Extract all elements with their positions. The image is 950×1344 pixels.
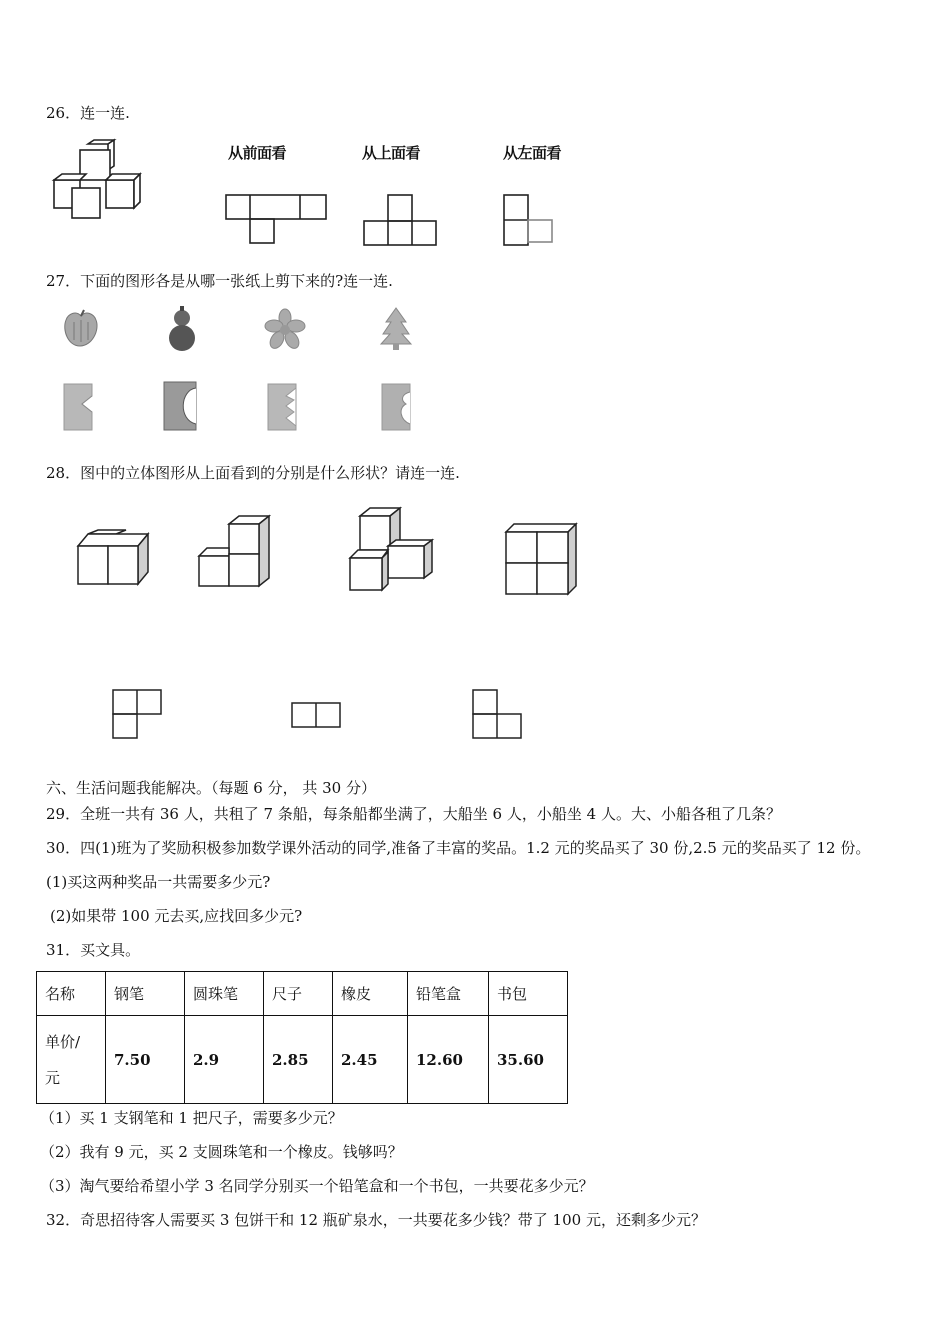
paper-cutout-1-icon	[62, 382, 96, 432]
q29-text: 29．全班一共有 36 人，共租了 7 条船，每条船都坐满了，大船坐 6 人，小船坐 4 人。大、小船各租了几条？	[46, 805, 781, 823]
q28-solid-2	[197, 514, 271, 588]
q26-title: 26．连一连.	[46, 104, 130, 122]
paper-cutout-2-icon	[162, 380, 198, 432]
flower-shape-icon	[264, 308, 306, 350]
q26-view-left	[502, 193, 554, 247]
q31-title: 31．买文具。	[46, 941, 141, 959]
q26-caption-top: 从上面看	[362, 144, 421, 162]
q28-solid-1	[76, 530, 152, 586]
q28-solid-4	[504, 522, 580, 596]
header-cell: 书包	[489, 972, 568, 1016]
q28-topview-1	[112, 689, 164, 741]
row-label-line-1: 单价/	[45, 1032, 81, 1051]
table-row	[37, 972, 568, 1016]
header-cell: 名称	[37, 972, 106, 1016]
q30-text: 30．四(1)班为了奖励积极参加数学课外活动的同学,准备了丰富的奖品。1.2 元的奖品买了 30 份,2.5 元的奖品买了 12 份。	[46, 839, 871, 857]
q28-title: 28．图中的立体图形从上面看到的分别是什么形状？请连一连.	[46, 464, 460, 482]
header-cell: 尺子	[264, 972, 333, 1016]
q31-sub2: （2）我有 9 元，买 2 支圆珠笔和一个橡皮。钱够吗？	[40, 1143, 403, 1161]
header-cell: 橡皮	[333, 972, 408, 1016]
q30-sub1: (1)买这两种奖品一共需要多少元?	[46, 873, 271, 891]
q26-caption-left: 从左面看	[503, 144, 562, 162]
q28-solid-3	[348, 506, 434, 592]
q28-topview-2	[291, 702, 343, 730]
table-row	[37, 1016, 568, 1104]
header-cell: 铅笔盒	[408, 972, 489, 1016]
price-cell: 2.85	[264, 1016, 333, 1104]
price-cell: 7.50	[106, 1016, 185, 1104]
q31-sub1: （1）买 1 支钢笔和 1 把尺子，需要多少元？	[40, 1109, 343, 1127]
header-cell: 钢笔	[106, 972, 185, 1016]
header-cell: 圆珠笔	[185, 972, 264, 1016]
gourd-shape-icon	[164, 306, 200, 352]
q28-topview-3	[472, 689, 524, 741]
q26-caption-front: 从前面看	[228, 144, 287, 162]
paper-cutout-3-icon	[266, 382, 300, 432]
paper-cutout-4-icon	[380, 382, 414, 432]
price-cell: 2.9	[185, 1016, 264, 1104]
section6-title: 六、生活问题我能解决。（每题 6 分， 共 30 分）	[46, 779, 376, 797]
price-table	[36, 971, 568, 1104]
q31-sub3: （3）淘气要给希望小学 3 名同学分别买一个铅笔盒和一个书包，一共要花多少元？	[40, 1177, 594, 1195]
q27-title: 27．下面的图形各是从哪一张纸上剪下来的?连一连.	[46, 272, 393, 290]
row-label-line-2: 元	[45, 1068, 61, 1087]
q32-text: 32．奇思招待客人需要买 3 包饼干和 12 瓶矿泉水，一共要花多少钱？带了 100 元，还剩多少元？	[46, 1211, 706, 1229]
tree-shape-icon	[378, 306, 414, 352]
apple-shape-icon	[60, 308, 102, 350]
q30-sub2: (2)如果带 100 元去买,应找回多少元?	[50, 907, 303, 925]
q26-cube-figure	[50, 140, 160, 222]
price-cell: 35.60	[489, 1016, 568, 1104]
q26-view-top	[362, 193, 438, 247]
price-cell: 2.45	[333, 1016, 408, 1104]
q26-view-front	[224, 193, 328, 245]
row-label-cell	[37, 1016, 106, 1104]
price-cell: 12.60	[408, 1016, 489, 1104]
